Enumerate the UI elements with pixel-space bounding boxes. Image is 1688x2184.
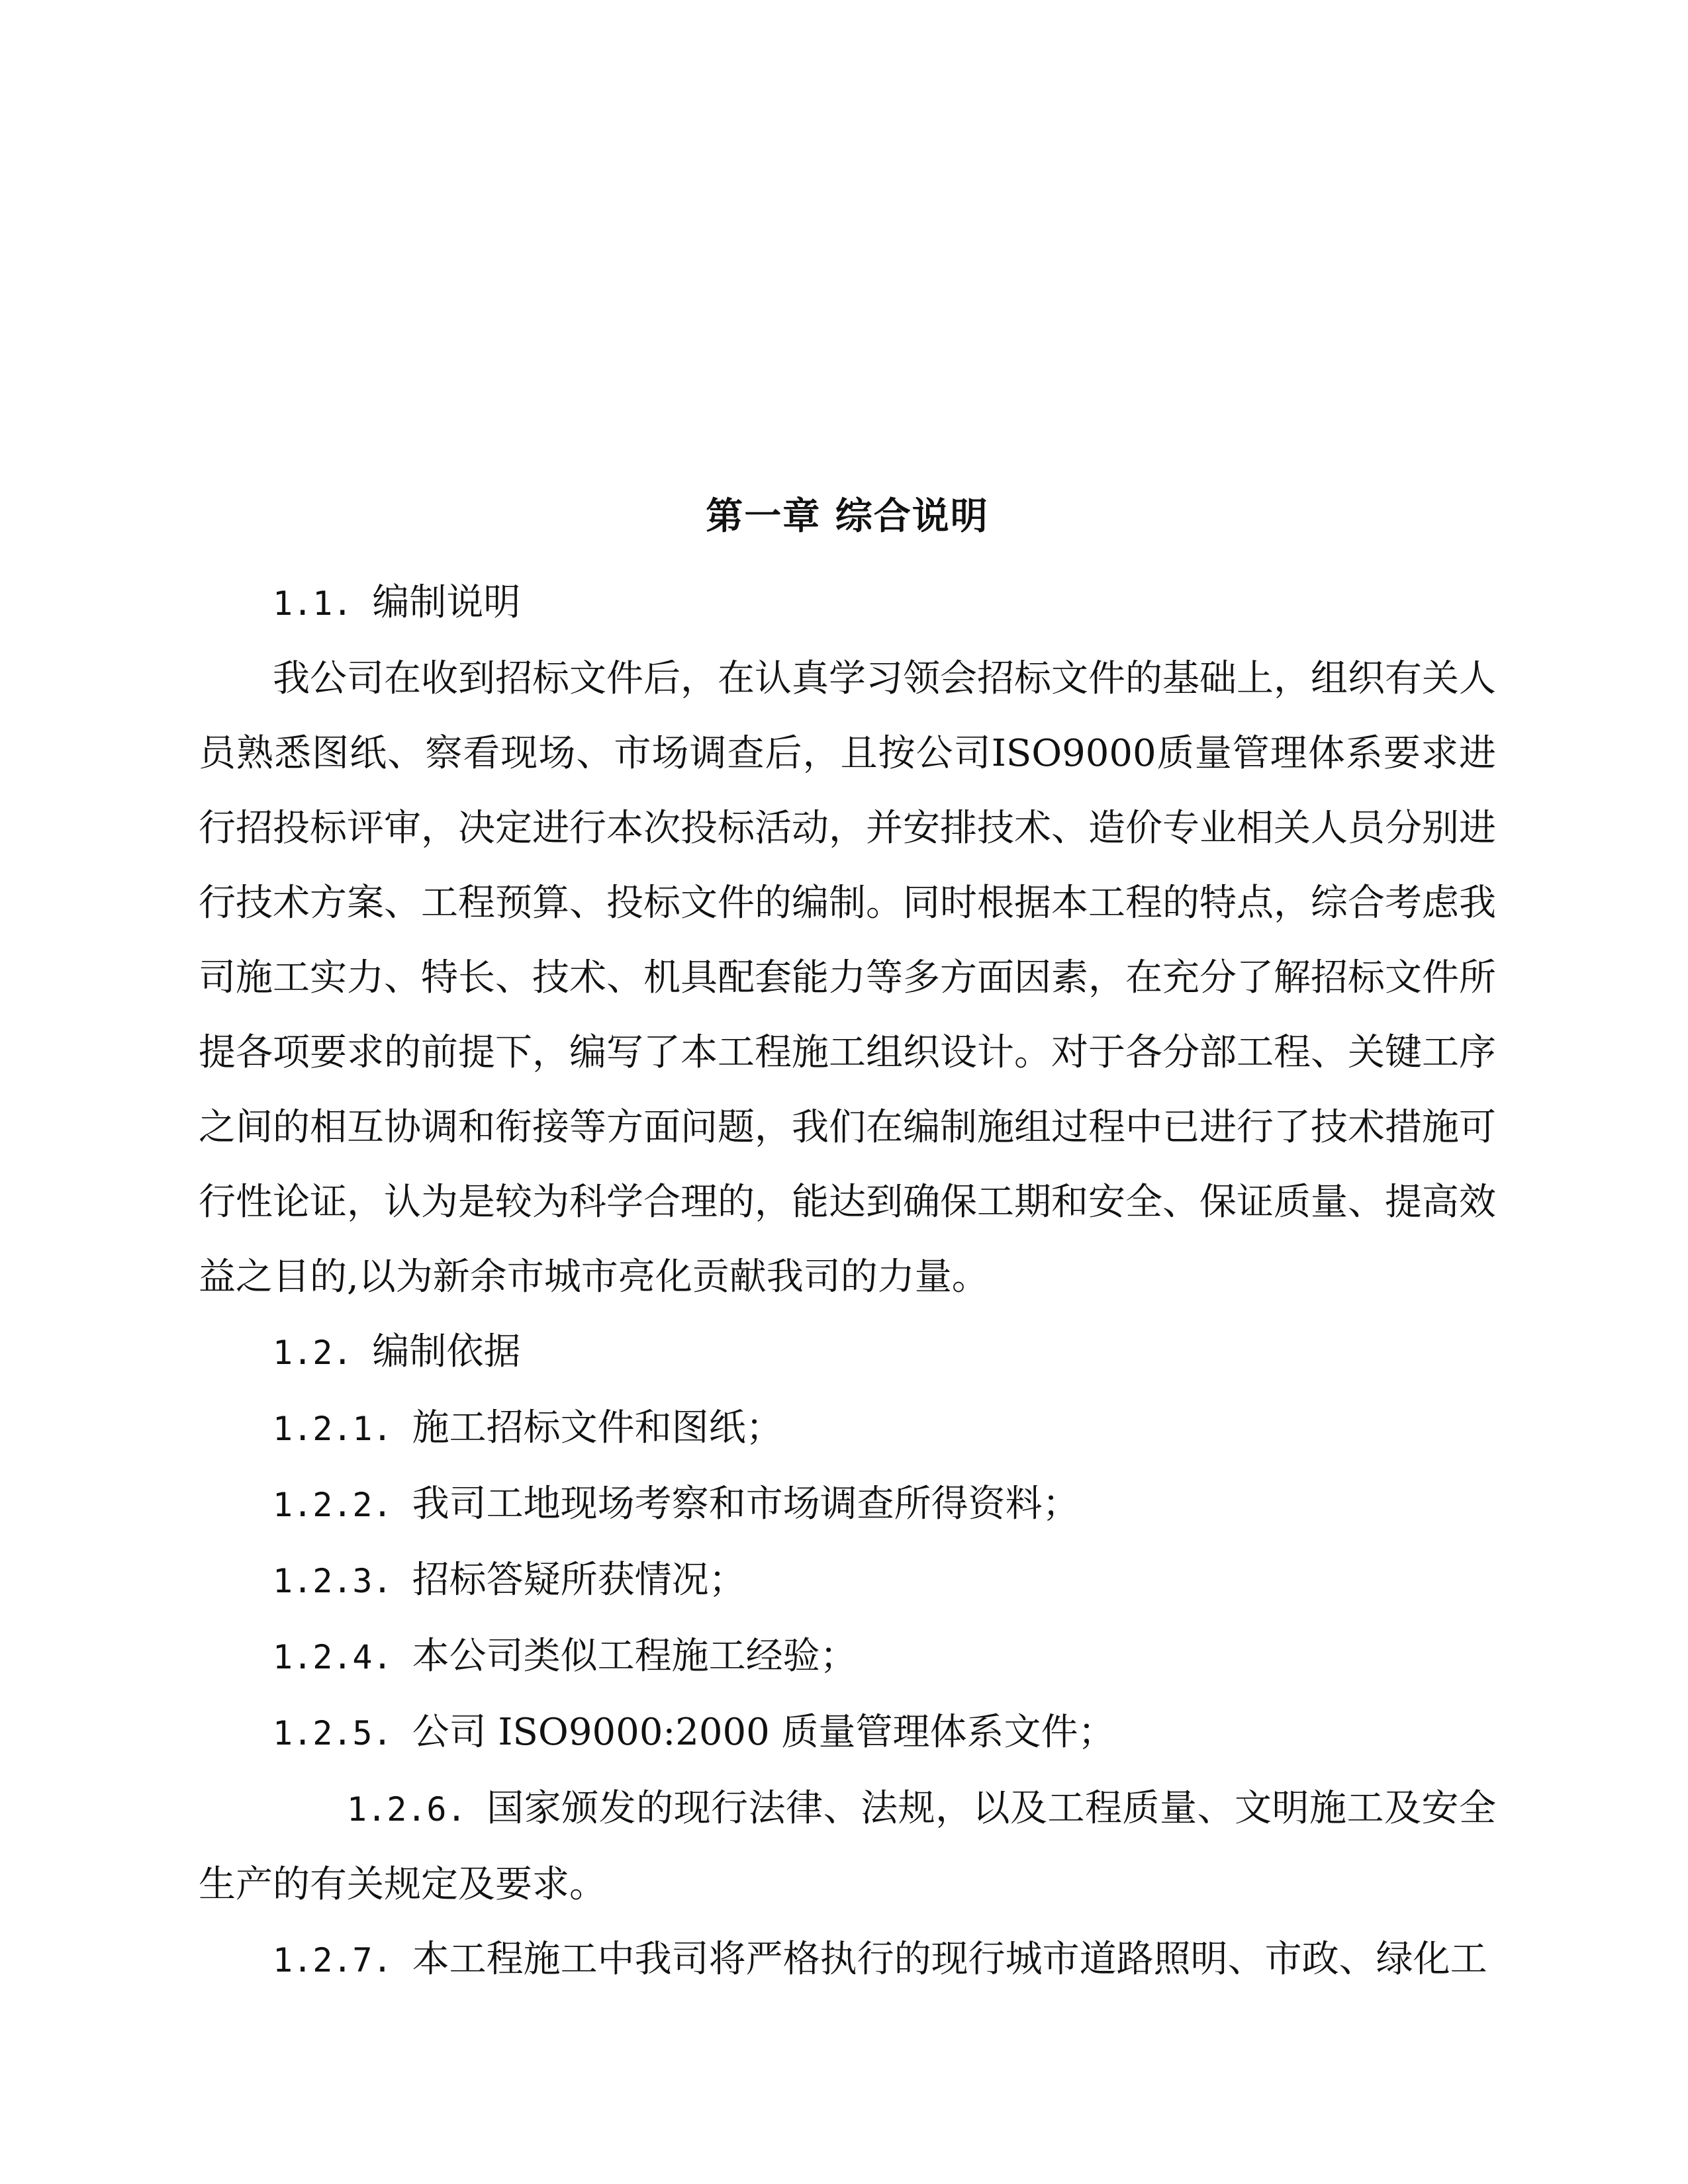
section-heading-1-2 [199, 1314, 1496, 1390]
item-number: 1.2.3. [273, 1562, 393, 1600]
item-text: 本公司类似工程施工经验； [412, 1635, 857, 1678]
item-text: 施工招标文件和图纸； [412, 1406, 783, 1449]
item-number: 1.2.2. [273, 1486, 393, 1524]
list-item [199, 1390, 1496, 1467]
section-heading-1-1 [199, 565, 1496, 641]
document-body [199, 490, 1496, 1998]
list-item [199, 1543, 1496, 1619]
item-number: 1.2.6. [347, 1790, 467, 1829]
item-text: 本工程施工中我司将严格执行的现行城市道路照明、市政、绿化工 [412, 1938, 1487, 1981]
list-item [199, 1467, 1496, 1543]
item-number: 1.2.1. [273, 1410, 393, 1448]
chapter-title: 第一章 综合说明 [706, 494, 989, 538]
list-item [199, 1619, 1496, 1695]
item-number: 1.2.4. [273, 1638, 393, 1676]
section-heading-text: 编制说明 [372, 581, 521, 624]
section-number: 1.1. [273, 584, 353, 623]
list-item [199, 1695, 1496, 1771]
section-heading-text: 编制依据 [372, 1330, 521, 1373]
item-number: 1.2.7. [273, 1941, 393, 1979]
item-text: 国家颁发的现行法律、法规，以及工程质量、文明施工及安全生产的有关规定及要求。 [199, 1787, 1496, 1906]
list-item [199, 1771, 1496, 1922]
item-text: 公司 ISO9000:2000 质量管理体系文件； [412, 1711, 1115, 1754]
paragraph-preparation-notes: 我公司在收到招标文件后，在认真学习领会招标文件的基础上，组织有关人员熟悉图纸、察看现场、市场调查后，且按公司ISO9000质量管理体系要求进行招投标评审，决定进行本次投标活动，并安排技术、造价专业相关人员分别进行技术方案、工程预算、投标文件的编制。同时根据本工程的特点，综合考虑我司施工实力、特长、技术、机具配套能力等多方面因素，在充分了解招标文件所提各项要求的前提下，编写了本工程施工组织设计。对于各分部工程、关键工序之间的相互协调和衔接等方面问题，我们在编制施组过程中已进行了技术措施可行性论证，认为是较为科学合理的，能达到确保工期和安全、保证质量、提高效益之目的,以为新余市城市亮化贡献我司的力量。 [199, 657, 1496, 1298]
list-item [199, 1922, 1496, 1998]
item-text: 我司工地现场考察和市场调查所得资料； [412, 1482, 1080, 1525]
item-number: 1.2.5. [273, 1714, 393, 1752]
section-number: 1.2. [273, 1334, 353, 1372]
item-text: 招标答疑所获情况； [412, 1559, 746, 1602]
